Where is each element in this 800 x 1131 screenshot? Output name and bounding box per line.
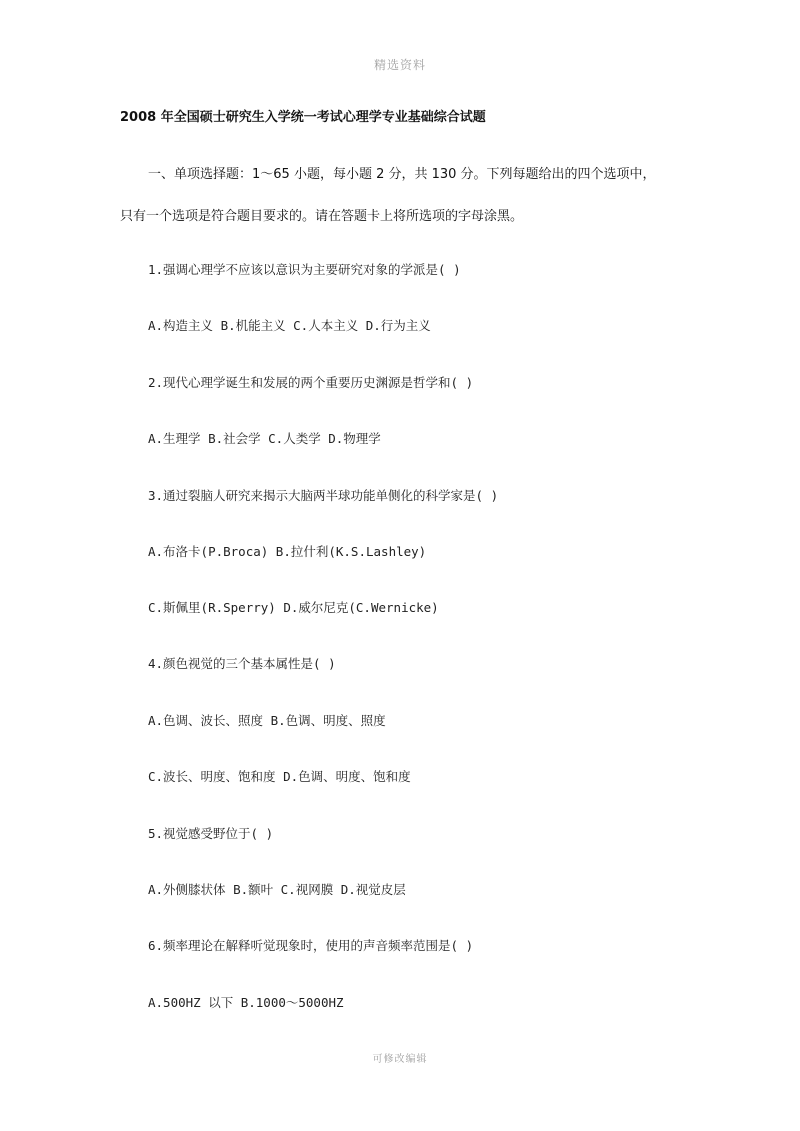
question-6: 6.频率理论在解释听觉现象时，使用的声音频率范围是( ) [148, 938, 474, 953]
page-header: 精选资料 [373, 58, 426, 72]
question-4-options-ab: A.色调、波长、照度 B.色调、明度、照度 [148, 713, 386, 728]
question-5-options: A.外侧膝状体 B.额叶 C.视网膜 D.视觉皮层 [148, 882, 406, 897]
question-3: 3.通过裂脑人研究来揭示大脑两半球功能单侧化的科学家是( ) [148, 488, 499, 503]
question-3-options-cd: C.斯佩里(R.Sperry) D.威尔尼克(C.Wernicke) [148, 600, 439, 615]
question-1: 1.强调心理学不应该以意识为主要研究对象的学派是( ) [148, 262, 461, 277]
question-4-options-cd: C.波长、明度、饱和度 D.色调、明度、饱和度 [148, 769, 411, 784]
question-6-options: A.500HZ 以下 B.1000～5000HZ [148, 995, 344, 1010]
page-footer: 可修改编辑 [372, 1054, 428, 1065]
section-instructions-line-2: 只有一个选项是符合题目要求的。请在答题卡上将所选项的字母涂黑。 [120, 209, 524, 224]
question-3-options-ab: A.布洛卡(P.Broca) B.拉什利(K.S.Lashley) [148, 544, 427, 559]
question-2-options: A.生理学 B.社会学 C.人类学 D.物理学 [148, 431, 381, 446]
question-2: 2.现代心理学诞生和发展的两个重要历史渊源是哲学和( ) [148, 375, 474, 390]
section-instructions-line-1: 一、单项选择题：1～65 小题，每小题 2 分，共 130 分。下列每题给出的四个选项中， [148, 167, 656, 182]
question-1-options: A.构造主义 B.机能主义 C.人本主义 D.行为主义 [148, 318, 431, 333]
question-4: 4.颜色视觉的三个基本属性是( ) [148, 656, 336, 671]
exam-title: 2008 年全国硕士研究生入学统一考试心理学专业基础综合试题 [120, 110, 486, 125]
question-5: 5.视觉感受野位于( ) [148, 826, 274, 841]
